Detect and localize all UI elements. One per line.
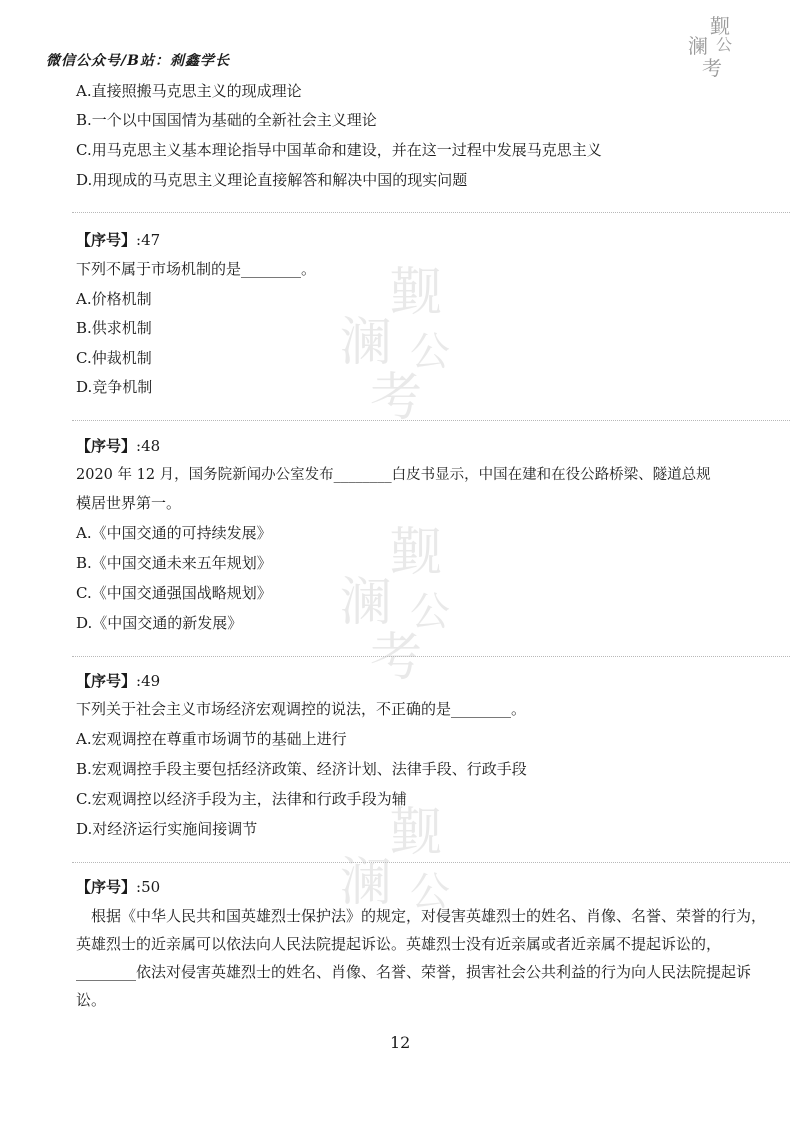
option-c: C.宏观调控以经济手段为主，法律和行政手段为辅 — [76, 790, 407, 808]
watermark-logo: 觐 澜 公 考 — [340, 523, 450, 688]
question-header: 【序号】:48 — [76, 437, 161, 455]
divider — [72, 420, 790, 421]
option-c: C.用马克思主义基本理论指导中国革命和建设，并在这一过程中发展马克思主义 — [76, 141, 602, 159]
question-header: 【序号】:50 — [76, 878, 161, 896]
header-note: 微信公众号/B站：刹鑫学长 — [46, 53, 230, 69]
option-a: A.《中国交通的可持续发展》 — [76, 524, 272, 542]
question-stem: 下列关于社会主义市场经济宏观调控的说法，不正确的是________。 — [76, 700, 527, 718]
option-c: C.《中国交通强国战略规划》 — [76, 584, 272, 602]
option-d: D.用现成的马克思主义理论直接解答和解决中国的现实问题 — [76, 171, 468, 189]
corner-logo: 觐 澜 公 考 — [688, 14, 733, 80]
option-c: C.仲裁机制 — [76, 349, 152, 367]
watermark-logo: 觐 澜 公 考 — [340, 263, 450, 428]
question-stem: 下列不属于市场机制的是________。 — [76, 260, 317, 278]
option-d: D.竞争机制 — [76, 378, 153, 396]
option-a: A.直接照搬马克思主义的现成理论 — [76, 82, 302, 100]
divider — [72, 212, 790, 213]
option-b: B.一个以中国国情为基础的全新社会主义理论 — [76, 111, 377, 129]
question-header: 【序号】:49 — [76, 672, 161, 690]
option-b: B.供求机制 — [76, 319, 152, 337]
option-a: A.宏观调控在尊重市场调节的基础上进行 — [76, 730, 347, 748]
option-d: D.对经济运行实施间接调节 — [76, 820, 258, 838]
option-d: D.《中国交通的新发展》 — [76, 614, 243, 632]
question-header: 【序号】:47 — [76, 231, 161, 249]
option-b: B.《中国交通未来五年规划》 — [76, 554, 272, 572]
option-a: A.价格机制 — [76, 290, 152, 308]
question-stem: 2020 年 12 月，国务院新闻办公室发布________白皮书显示，中国在建和在役公路桥梁、隧道总规 — [76, 467, 711, 483]
divider — [72, 862, 790, 863]
option-b: B.宏观调控手段主要包括经济政策、经济计划、法律手段、行政手段 — [76, 760, 527, 778]
watermark-logo: 觐 澜 公 — [340, 803, 450, 915]
question-stem-continued: 模居世界第一。 — [76, 494, 182, 512]
question-stem: 根据《中华人民共和国英雄烈士保护法》的规定，对侵害英雄烈士的姓名、肖像、名誉、荣誉的行为，英雄烈士的近亲属可以依法向人民法院提起诉讼。英雄烈士没有近亲属或者近亲属不提起诉讼的，________依法对侵害英雄烈士的姓名、肖像、名誉、荣誉，损害社会公共利益的行为向人民法院提起诉讼。 — [76, 907, 767, 1009]
divider — [72, 656, 790, 657]
page-number: 12 — [390, 1033, 411, 1052]
